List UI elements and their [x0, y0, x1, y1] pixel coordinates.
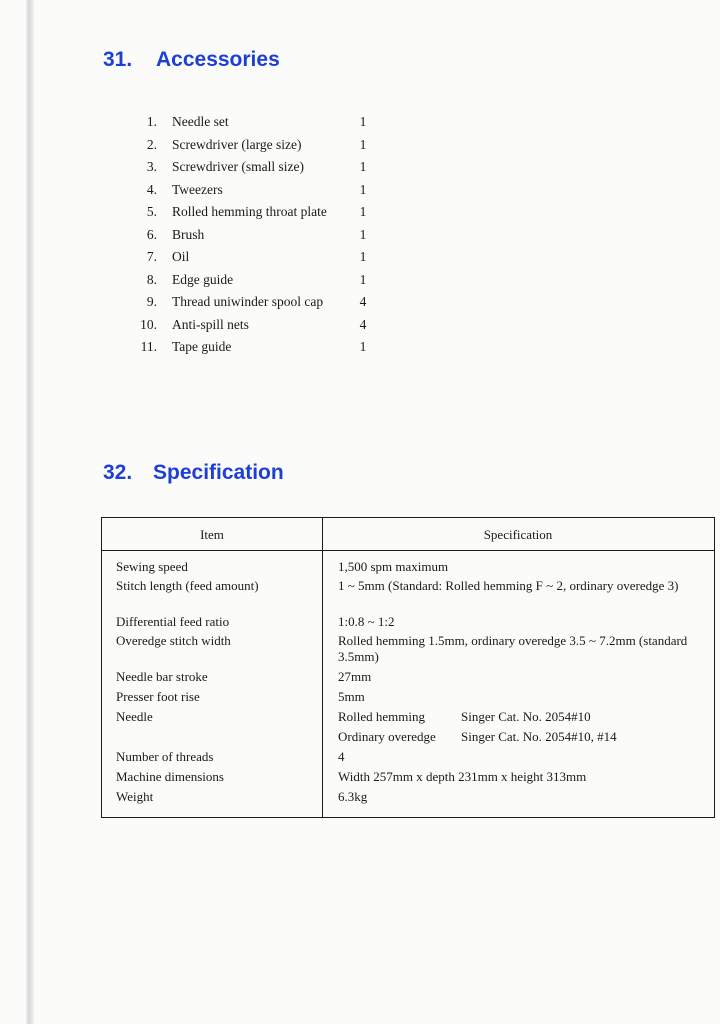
header-divider — [102, 550, 714, 551]
list-item — [130, 314, 390, 337]
spec-item-overedge-width: Overedge stitch width — [116, 633, 231, 648]
spec-value-needle-rolled — [338, 709, 708, 725]
spec-value-number-of-threads: 4 — [338, 749, 345, 764]
item-number: 5. — [146, 204, 157, 219]
spec-value-needle-ordinary — [338, 729, 708, 745]
section-title: Accessories — [156, 48, 280, 71]
item-quantity: 4 — [359, 316, 367, 332]
item-name: Oil — [172, 249, 190, 264]
item-quantity: 1 — [359, 226, 367, 242]
item-name: Tweezers — [172, 181, 223, 197]
list-item — [130, 111, 390, 134]
item-name: Anti-spill nets — [172, 316, 249, 332]
spec-item-machine-dimensions: Machine dimensions — [116, 769, 224, 784]
item-name: Tape guide — [172, 339, 232, 354]
item-name: Needle set — [172, 114, 229, 129]
item-number: 7. — [146, 249, 157, 264]
spec-item-needle: Needle — [116, 709, 153, 724]
item-quantity: 1 — [359, 181, 367, 197]
spec-item-sewing-speed: Sewing speed — [116, 559, 188, 574]
spec-value-sewing-speed: 1,500 spm maximum — [338, 559, 449, 574]
list-item — [130, 291, 390, 314]
item-name: Screwdriver (small size) — [172, 159, 304, 174]
item-number: 10. — [140, 316, 157, 332]
section-number: 31. — [103, 48, 133, 71]
item-name: Rolled hemming throat plate — [172, 204, 327, 219]
section-heading-accessories — [103, 48, 280, 72]
spec-value-stitch-length: 1 ~ 5mm (Standard: Rolled hemming F ~ 2, ordinary overedge 3) — [338, 578, 679, 593]
item-quantity: 4 — [359, 294, 367, 309]
spec-value-needle-bar-stroke: 27mm — [338, 669, 372, 684]
item-quantity: 1 — [359, 114, 367, 129]
spec-value-differential-feed: 1:0.8 ~ 1:2 — [338, 614, 395, 629]
list-item — [130, 201, 390, 224]
item-quantity: 1 — [359, 159, 367, 174]
spec-item-differential-feed: Differential feed ratio — [116, 614, 230, 629]
item-quantity: 1 — [359, 339, 367, 354]
needle-type-value: Singer Cat. No. 2054#10, #14 — [461, 729, 617, 744]
item-number: 4. — [146, 181, 157, 197]
item-number: 3. — [146, 159, 157, 174]
item-quantity: 1 — [359, 271, 367, 287]
section-number: 32. — [103, 461, 133, 484]
item-number: 2. — [146, 136, 157, 152]
item-name: Screwdriver (large size) — [172, 136, 302, 152]
spec-item-number-of-threads: Number of threads — [116, 749, 214, 764]
list-item — [130, 134, 390, 157]
item-name: Edge guide — [172, 271, 234, 287]
spec-value-presser-foot-rise: 5mm — [338, 689, 365, 704]
section-title: Specification — [153, 461, 284, 484]
needle-type-label: Ordinary overedge — [338, 729, 436, 744]
column-header-specification: Specification — [483, 527, 553, 542]
item-quantity: 1 — [359, 204, 367, 219]
list-item — [130, 269, 390, 292]
item-quantity: 1 — [359, 249, 367, 264]
item-name: Thread uniwinder spool cap — [172, 294, 324, 309]
list-item — [130, 224, 390, 247]
list-item — [130, 179, 390, 202]
spec-value-machine-dimensions: Width 257mm x depth 231mm x height 313mm — [338, 769, 587, 784]
spec-item-presser-foot-rise: Presser foot rise — [116, 689, 200, 704]
needle-type-value: Singer Cat. No. 2054#10 — [461, 709, 591, 724]
page-binding-edge — [26, 0, 34, 1024]
list-item — [130, 336, 390, 359]
column-divider — [322, 518, 323, 817]
column-header-item: Item — [200, 527, 224, 542]
spec-item-weight: Weight — [116, 789, 154, 804]
spec-item-needle-bar-stroke: Needle bar stroke — [116, 669, 208, 684]
item-name: Brush — [172, 226, 205, 242]
list-item — [130, 156, 390, 179]
item-number: 8. — [146, 271, 157, 287]
spec-item-stitch-length: Stitch length (feed amount) — [116, 578, 259, 593]
spec-value-overedge-width: Rolled hemming 1.5mm, ordinary overedge 3.5 ~ 7.2mm (standard 3.5mm) — [338, 633, 688, 664]
item-quantity: 1 — [359, 136, 367, 152]
item-number: 1. — [146, 114, 157, 129]
spec-value-weight: 6.3kg — [338, 789, 368, 804]
specification-table — [101, 517, 715, 818]
needle-type-label: Rolled hemming — [338, 709, 426, 724]
item-number: 11. — [140, 339, 157, 354]
accessories-list — [130, 111, 390, 359]
item-number: 6. — [146, 226, 157, 242]
item-number: 9. — [146, 294, 157, 309]
list-item — [130, 246, 390, 269]
section-heading-specification — [103, 461, 284, 485]
